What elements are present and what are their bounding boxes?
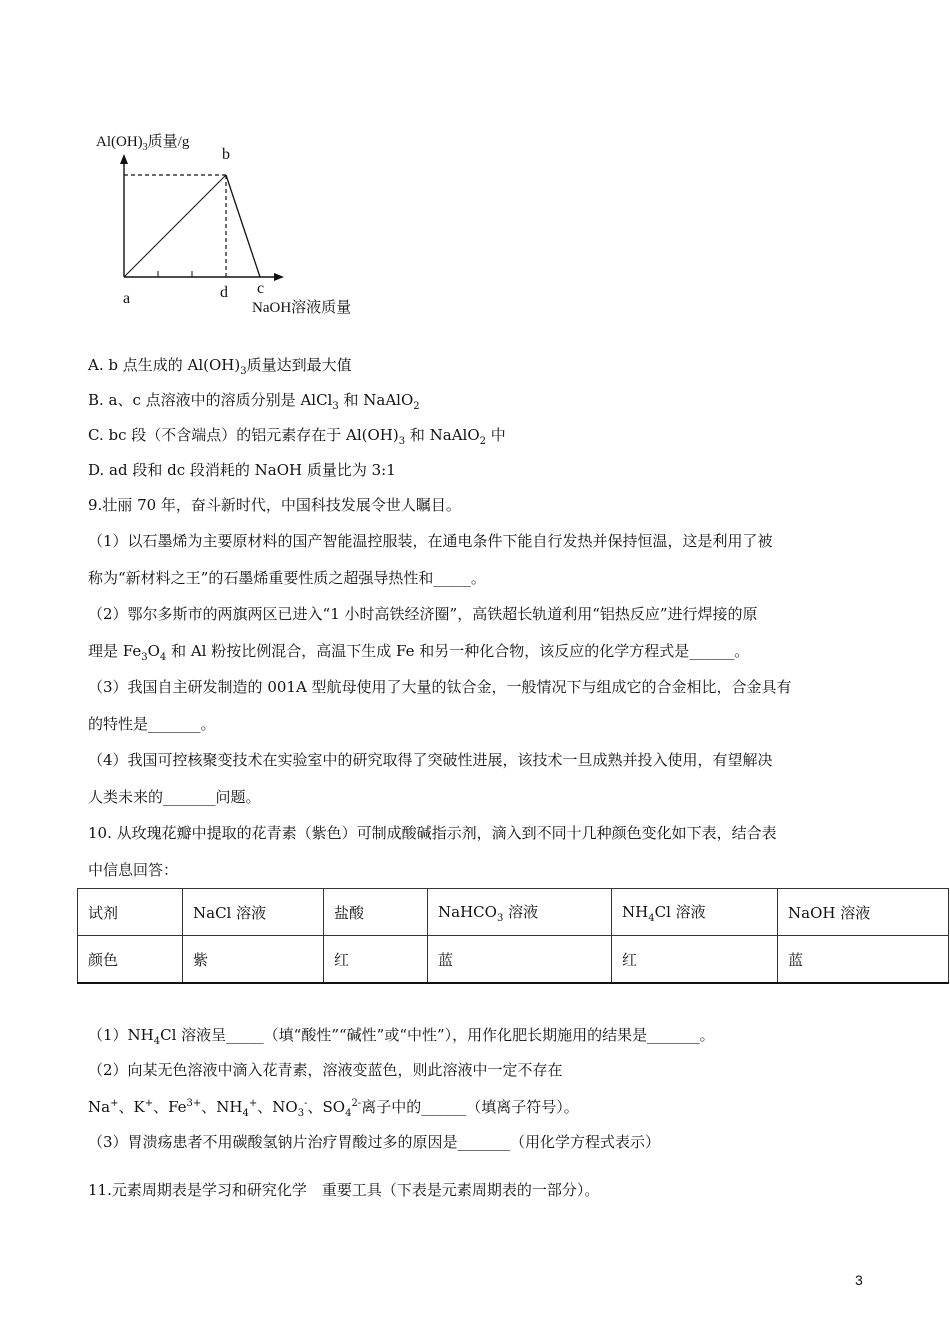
- x-axis-arrow: [274, 273, 284, 281]
- table-cell: NaCl 溶液: [183, 889, 324, 936]
- table-cell: 红: [324, 936, 428, 984]
- fall-line-bc: [226, 175, 260, 277]
- q9-part3-line1: （3）我国自主研发制造的 001A 型航母使用了大量的钛合金，一般情况下与组成它的合金相比，合金具有: [88, 678, 792, 696]
- q9-part1-line1: （1）以石墨烯为主要原材料的国产智能温控服装，在通电条件下能自行发热并保持恒温，这是利用了被: [88, 532, 773, 550]
- table-cell: 盐酸: [324, 889, 428, 936]
- indicator-color-table: [77, 888, 949, 984]
- q9-part4-line2: 人类未来的_______问题。: [88, 788, 261, 806]
- table-cell: 蓝: [778, 936, 949, 984]
- q9-part3-line2: 的特性是_______。: [88, 715, 216, 733]
- table-row: [78, 889, 949, 936]
- q10-part2-line1: （2）向某无色溶液中滴入花青素，溶液变蓝色，则此溶液中一定不存在: [88, 1061, 563, 1079]
- q9-part4-line1: （4）我国可控核聚变技术在实验室中的研究取得了突破性进展，该技术一旦成熟并投入使用，有望解决: [88, 751, 773, 769]
- q10-part2-ions: Na+、K+、$Fe^{3+}$、$NH_4^+$、$NO_3^-$、$SO_4^{2-}$离子中的______（填离子符号）。: [88, 1098, 579, 1119]
- q10-part1: $(1)NH_4Cl$ 溶液呈_____（填“酸性”“碱性”或“中性”），用作化肥长期施用的结果是_______。: [88, 1026, 715, 1047]
- point-a-label: a: [123, 290, 131, 307]
- q10-stem-line1: 10. 从玫瑰花瓣中提取的花青素（紫色）可制成酸碱指示剂，滴入到不同十几种颜色变化如下表，结合表: [88, 824, 777, 842]
- table-row: [78, 936, 949, 984]
- point-c-label: c: [257, 280, 265, 297]
- q10-stem-line2: 中信息回答：: [88, 861, 179, 879]
- q9-stem: 9.壮丽 70 年，奋斗新时代，中国科技发展令世人瞩目。: [88, 496, 461, 514]
- point-d-label: d: [220, 284, 228, 301]
- page-number: 3: [855, 1272, 863, 1288]
- q9-part1-line2: 称为“新材料之王”的石墨烯重要性质之超强导热性和_____。: [88, 569, 486, 587]
- y-axis-arrow: [120, 154, 128, 164]
- y-axis-label: $Al(OH)_3$质量/g: [96, 134, 190, 153]
- table-cell: 试剂: [78, 889, 183, 936]
- rise-line-ab: [124, 175, 226, 277]
- q10-part3: （3）胃溃疡患者不用碳酸氢钠片治疗胃酸过多的原因是_______（用化学方程式表示）: [88, 1133, 661, 1151]
- point-b-label: b: [222, 146, 230, 163]
- table-cell: 紫: [183, 936, 324, 984]
- option-a: A. b 点生成的 $Al(OH)_3$质量达到最大值: [88, 356, 352, 377]
- table-cell: 颜色: [78, 936, 183, 984]
- table-cell: NaHCO$_3$ 溶液: [428, 889, 612, 936]
- option-b: B. a、c 点溶液中的溶质分别是 AlCl$_3$ 和 NaAlO$_2$: [88, 391, 420, 412]
- x-axis-label: NaOH溶液质量: [252, 300, 352, 316]
- q11-stem: 11.元素周期表是学习和研究化学 重要工具（下表是元素周期表的一部分）。: [88, 1181, 600, 1199]
- table-cell: NaOH 溶液: [778, 889, 949, 936]
- table-cell: 红: [612, 936, 778, 984]
- table-cell: 蓝: [428, 936, 612, 984]
- q9-part2-line1: （2）鄂尔多斯市的两旗两区已进入“1 小时高铁经济圈”，高铁超长轨道利用“铝热反应”进行焊接的原: [88, 605, 758, 623]
- option-d: D. ad 段和 dc 段消耗的 NaOH 质量比为 3:1: [88, 461, 396, 479]
- graph-svg: [100, 140, 300, 300]
- table-cell: $NH_4Cl$ 溶液: [612, 889, 778, 936]
- option-c: C. bc 段（不含端点）的铝元素存在于 $Al(OH)_3$ 和 NaAlO$_2$ 中: [88, 426, 506, 447]
- q9-part2-line2: 理是 $Fe_3O_4$ 和 Al 粉按比例混合，高温下生成 Fe 和另一种化合物，该反应的化学方程式是______。: [88, 642, 750, 663]
